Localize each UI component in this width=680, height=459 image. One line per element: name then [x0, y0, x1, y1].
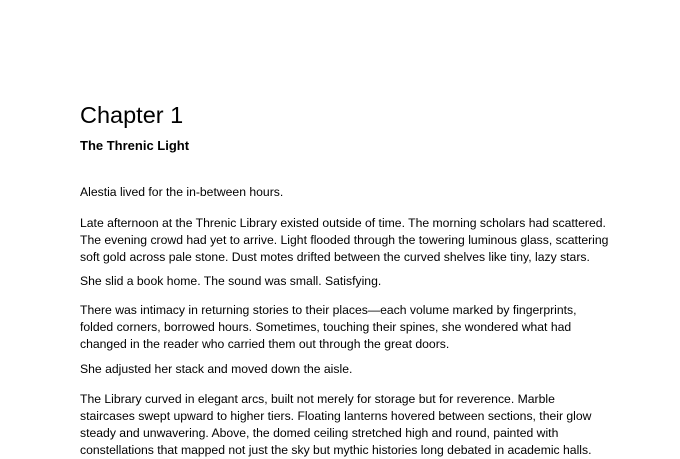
paragraph: Alestia lived for the in-between hours. [80, 185, 284, 199]
paragraph: Late afternoon at the Threnic Library existed outside of time. The morning scholars had scattered. The evening crowd had yet to arrive. Light flooded through the towering luminous glass, scattering soft gold across pale stone. Dust motes drifted between the curved shelves like tiny, lazy stars. [80, 216, 609, 264]
paragraph: She slid a book home. The sound was small. Satisfying. [80, 274, 382, 288]
paragraph: There was intimacy in returning stories to their places—each volume marked by fingerprints, folded corners, borrowed hours. Sometimes, touching their spines, she wondered what had changed in the reader who carried them out through the great doors. [80, 303, 577, 351]
chapter-subtitle: The Threnic Light [80, 138, 190, 153]
paragraph: She adjusted her stack and moved down the aisle. [80, 362, 353, 376]
paragraph: The Library curved in elegant arcs, built not merely for storage but for reverence. Marble staircases swept upward to higher tiers. Floating lanterns hovered between sections, their glow steady and unwavering. Above, the domed ceiling stretched high and round, painted with constellations that mapped not just the sky but mythic histories long debated in academic halls. [80, 392, 592, 457]
chapter-title: Chapter 1 [80, 102, 184, 128]
